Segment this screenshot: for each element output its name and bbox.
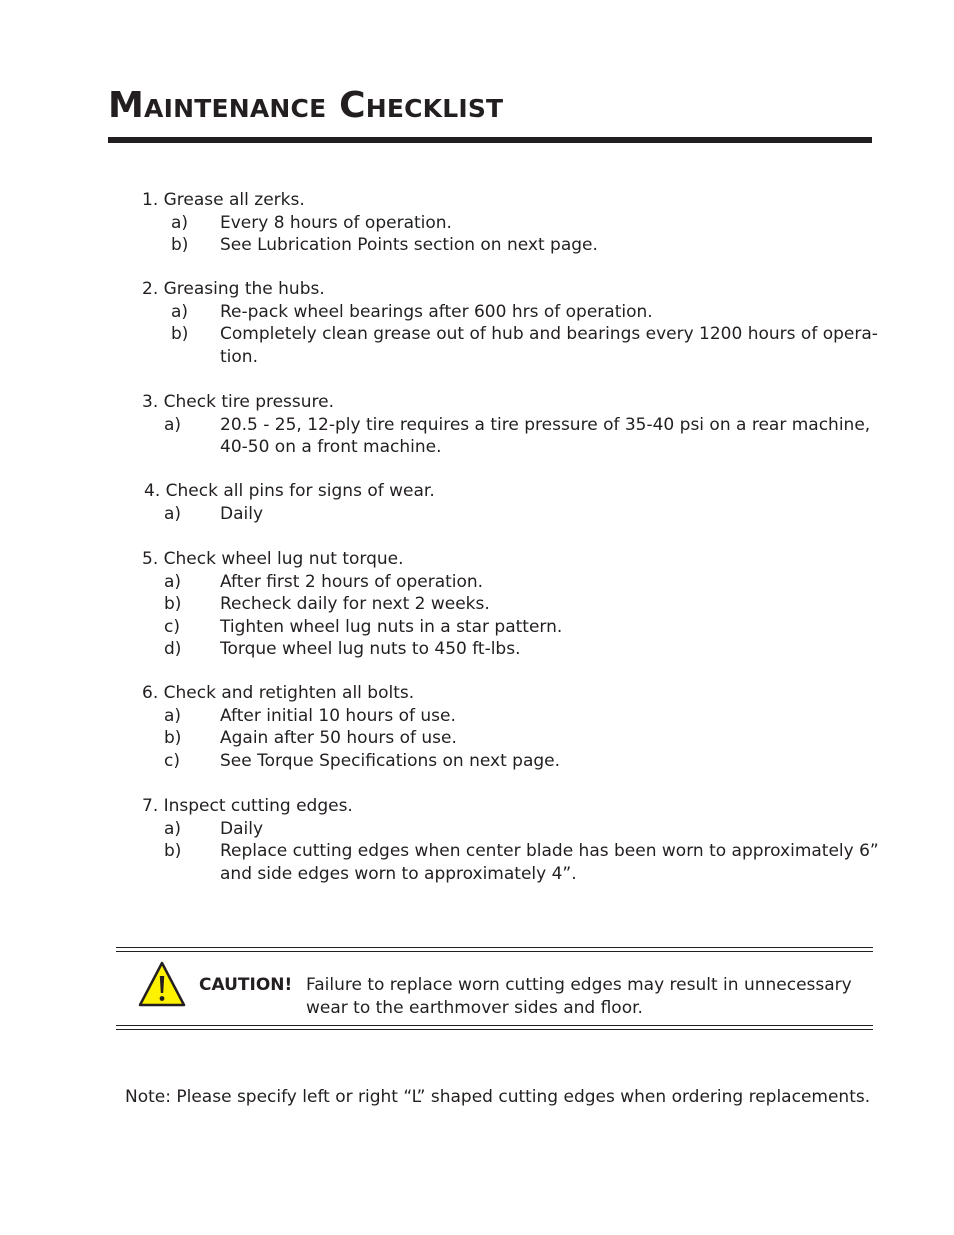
checklist-subitem-letter: a) (164, 503, 182, 524)
checklist-item-heading: 4. Check all pins for signs of wear. (144, 481, 435, 501)
title-rule (108, 137, 872, 143)
checklist-subitem-letter: c) (164, 750, 180, 771)
caution-line: Failure to replace worn cutting edges may result in unnecessary (306, 975, 852, 995)
warning-triangle-icon (138, 960, 186, 1008)
checklist-subitem-letter: a) (164, 818, 182, 839)
checklist-subitem-text: and side edges worn to approximately 4”. (220, 863, 577, 884)
caution-line: wear to the earthmover sides and floor. (306, 997, 643, 1018)
checklist-subitem-text: Recheck daily for next 2 weeks. (220, 594, 490, 614)
checklist-subitem-letter: d) (164, 639, 182, 659)
checklist-subitem-letter: b) (171, 235, 189, 255)
checklist-item-heading: 2. Greasing the hubs. (142, 279, 325, 299)
caution-top-rule (116, 947, 873, 948)
checklist-subitem-text: After first 2 hours of operation. (220, 571, 484, 592)
checklist-subitem-letter: a) (171, 212, 189, 233)
checklist-subitem-text: Daily (220, 818, 264, 839)
checklist-subitem-letter: b) (164, 728, 182, 748)
checklist-subitem-text: Daily (220, 503, 264, 524)
checklist-subitem-letter: b) (164, 594, 182, 614)
caution-top-rule-inner (116, 951, 873, 952)
checklist-subitem-text: After initial 10 hours of use. (220, 705, 456, 726)
checklist-subitem-letter: a) (164, 705, 182, 726)
checklist-subitem-text: Every 8 hours of operation. (220, 212, 452, 233)
checklist-item-heading: 1. Grease all zerks. (142, 190, 305, 210)
checklist-subitem-text: Replace cutting edges when center blade has been worn to approximately 6” (220, 841, 879, 861)
checklist-subitem-text: Again after 50 hours of use. (220, 728, 457, 748)
checklist-item-heading: 6. Check and retighten all bolts. (142, 683, 415, 703)
checklist-subitem-letter: a) (164, 571, 182, 592)
checklist-item-heading: 3. Check tire pressure. (142, 392, 335, 412)
checklist-subitem-letter: a) (164, 414, 182, 435)
checklist-subitem-text: Tighten wheel lug nuts in a star pattern. (220, 616, 563, 637)
page-title: Maintenance Checklist (108, 85, 504, 126)
checklist-subitem-text: Completely clean grease out of hub and bearings every 1200 hours of opera- (220, 324, 878, 344)
checklist-subitem-text: 20.5 - 25, 12-ply tire requires a tire pressure of 35-40 psi on a rear machine, (220, 414, 871, 435)
caution-bottom-rule (116, 1029, 873, 1030)
checklist-subitem-letter: a) (171, 301, 189, 322)
caution-bottom-rule-inner (116, 1025, 873, 1026)
checklist-subitem-text: Torque wheel lug nuts to 450 ft-lbs. (220, 639, 521, 659)
checklist-subitem-letter: b) (171, 324, 189, 344)
ordering-note: Note: Please specify left or right “L” shaped cutting edges when ordering replacements. (125, 1087, 871, 1107)
checklist-subitem-text: See Lubrication Points section on next page. (220, 235, 598, 255)
checklist-item-heading: 5. Check wheel lug nut torque. (142, 549, 404, 569)
caution-label: CAUTION! (199, 975, 293, 995)
checklist-subitem-text: See Torque Specifications on next page. (220, 750, 561, 771)
checklist-subitem-letter: c) (164, 616, 180, 637)
checklist-subitem-text: Re-pack wheel bearings after 600 hrs of operation. (220, 301, 653, 322)
checklist-subitem-letter: b) (164, 841, 182, 861)
checklist-item-heading: 7. Inspect cutting edges. (142, 796, 353, 816)
caution-message (306, 974, 866, 1019)
checklist-subitem-text: 40-50 on a front machine. (220, 437, 442, 457)
checklist-subitem-text: tion. (220, 346, 258, 367)
